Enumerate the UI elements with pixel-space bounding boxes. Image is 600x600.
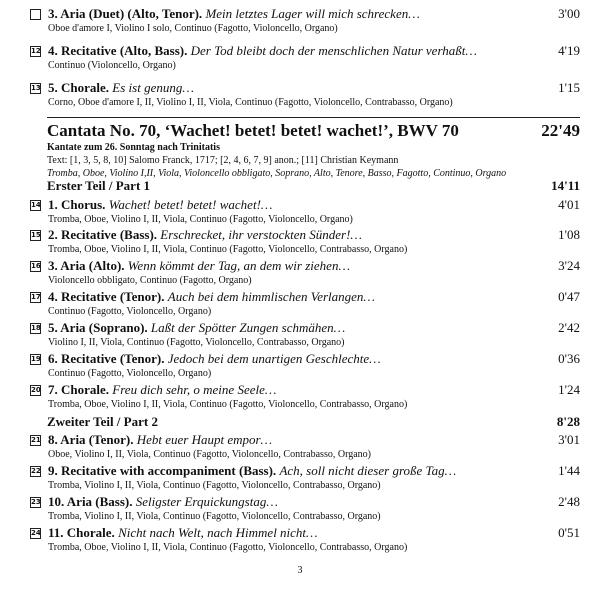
track-incipit: Wachet! betet! betet! wachet!… [108, 197, 273, 212]
section-divider [47, 117, 580, 118]
track-number-badge: 19 [31, 355, 41, 363]
track-duration: 1'15 [558, 80, 580, 95]
track-18[interactable] [30, 320, 580, 349]
track-instruments: Oboe, Violino I, II, Viola, Continuo (Fagotto, Violoncello, Contrabasso, Organo) [48, 449, 371, 460]
track-incipit: Seligster Erquickungstag… [135, 494, 278, 509]
track-title: 8. Aria (Tenor). [48, 432, 134, 447]
part-label: Zweiter Teil / Part 2 [47, 414, 158, 429]
track-17[interactable] [30, 289, 580, 318]
track-23[interactable] [30, 494, 580, 523]
track-instruments: Tromba, Violino I, II, Viola, Continuo (Fagotto, Violoncello, Contrabasso, Organo) [48, 511, 381, 522]
track-incipit: Freu dich sehr, o meine Seele… [112, 382, 277, 397]
track-title: 11. Chorale. [48, 525, 115, 540]
track-title: 2. Recitative (Bass). [48, 227, 158, 242]
track-instruments: Tromba, Oboe, Violino I, II, Viola, Continuo (Fagotto, Violoncello, Contrabasso, Organo) [48, 542, 408, 553]
track-incipit: Nicht nach Welt, nach Himmel nicht… [118, 525, 318, 540]
track-title: 1. Chorus. [48, 197, 106, 212]
track-number-badge: 23 [31, 498, 41, 506]
track-title: 4. Recitative (Tenor). [48, 289, 165, 304]
track-incipit: Erschrecket, ihr verstockten Sünder!… [160, 227, 362, 242]
track-15[interactable] [30, 227, 580, 256]
track-19[interactable] [30, 351, 580, 380]
track-22[interactable] [30, 463, 580, 492]
track-instruments: Continuo (Fagotto, Violoncello, Organo) [48, 306, 212, 317]
track-title: 7. Chorale. [48, 382, 110, 397]
track-11[interactable] [30, 6, 580, 35]
track-instruments: Oboe d'amore I, Violino I solo, Continuo (Fagotto, Violoncello, Organo) [48, 23, 338, 34]
track-21[interactable] [30, 432, 580, 461]
track-instruments: Corno, Oboe d'amore I, II, Violino I, II, Viola, Continuo (Fagotto, Violoncello, Contrabasso, Organo) [48, 97, 453, 108]
track-instruments: Tromba, Violino I, II, Viola, Continuo (Fagotto, Violoncello, Contrabasso, Organo) [48, 480, 381, 491]
track-incipit: Es ist genung… [112, 80, 194, 95]
track-number-badge: 24 [31, 529, 41, 537]
track-title: 6. Recitative (Tenor). [48, 351, 165, 366]
track-title: 5. Chorale. [48, 80, 110, 95]
track-duration: 3'01 [558, 432, 580, 447]
text-credit: Text: [1, 3, 5, 8, 10] Salomo Franck, 1717; [2, 4, 6, 7, 9] anon.; [11] Christian Keymann [47, 155, 399, 166]
track-duration: 3'00 [558, 6, 580, 21]
cantata-title: Cantata No. 70, ‘Wachet! betet! betet! wachet!’, BWV 70 [47, 121, 459, 140]
track-12[interactable] [30, 43, 580, 72]
track-instruments: Continuo (Violoncello, Organo) [48, 60, 176, 71]
track-number-badge: 22 [31, 467, 41, 475]
track-number-badge [30, 9, 41, 20]
track-title: 4. Recitative (Alto, Bass). [48, 43, 188, 58]
track-number-badge: 17 [31, 293, 41, 301]
track-number-badge: 18 [31, 324, 41, 332]
track-duration: 1'08 [558, 227, 580, 242]
track-instruments: Tromba, Oboe, Violino I, II, Viola, Continuo (Fagotto, Violoncello, Contrabasso, Organo) [48, 399, 408, 410]
track-number-badge: 21 [31, 436, 41, 444]
track-instruments: Tromba, Oboe, Violino I, II, Viola, Continuo (Fagotto, Violoncello, Contrabasso, Organo) [48, 244, 408, 255]
track-incipit: Auch bei dem himmlischen Verlangen… [167, 289, 375, 304]
track-title: 3. Aria (Duet) (Alto, Tenor). [48, 6, 203, 21]
track-number-badge: 15 [31, 231, 41, 239]
cantata-subtitle: Kantate zum 26. Sonntag nach Trinitatis [47, 142, 220, 153]
track-duration: 4'19 [558, 43, 580, 58]
track-16[interactable] [30, 258, 580, 287]
part-2-heading [47, 414, 580, 430]
track-duration: 0'36 [558, 351, 580, 366]
track-duration: 2'48 [558, 494, 580, 509]
part-label: Erster Teil / Part 1 [47, 178, 151, 193]
track-number-badge: 13 [31, 84, 41, 92]
track-incipit: Jedoch bei dem unartigen Geschlechte… [167, 351, 381, 366]
track-incipit: Wenn kömmt der Tag, an dem wir ziehen… [127, 258, 350, 273]
part-time: 8'28 [556, 414, 580, 429]
track-duration: 2'42 [558, 320, 580, 335]
track-number-badge: 16 [31, 262, 41, 270]
track-instruments: Violoncello obbligato, Continuo (Fagotto, Organo) [48, 275, 252, 286]
track-duration: 1'44 [558, 463, 580, 478]
track-instruments: Continuo (Fagotto, Violoncello, Organo) [48, 368, 212, 379]
track-13[interactable] [30, 80, 580, 109]
track-duration: 1'24 [558, 382, 580, 397]
cantata-header [47, 121, 580, 180]
cantata-total-time: 22'49 [541, 121, 580, 140]
track-duration: 3'24 [558, 258, 580, 273]
page-number: 3 [297, 565, 303, 576]
cantata-scoring: Tromba, Oboe, Violino I,II, Viola, Violoncello obbligato, Soprano, Alto, Tenore, Basso, Fagotto, Continuo, Organo [47, 168, 507, 179]
part-time: 14'11 [551, 178, 580, 193]
part-1-heading [47, 178, 580, 194]
track-incipit: Ach, soll nicht dieser große Tag… [279, 463, 457, 478]
track-number-badge: 20 [31, 386, 41, 394]
track-instruments: Tromba, Oboe, Violino I, II, Viola, Continuo (Fagotto, Violoncello, Organo) [48, 214, 353, 225]
track-20[interactable] [30, 382, 580, 411]
track-14[interactable] [30, 197, 580, 226]
track-title: 10. Aria (Bass). [48, 494, 133, 509]
track-duration: 4'01 [558, 197, 580, 212]
track-incipit: Laßt der Spötter Zungen schmähen… [150, 320, 346, 335]
track-title: 5. Aria (Soprano). [48, 320, 148, 335]
track-duration: 0'47 [558, 289, 580, 304]
track-title: 9. Recitative with accompaniment (Bass). [48, 463, 277, 478]
track-24[interactable] [30, 525, 580, 554]
track-incipit: Mein letztes Lager will mich schrecken… [205, 6, 420, 21]
track-title: 3. Aria (Alto). [48, 258, 125, 273]
track-number-badge: 12 [31, 47, 41, 55]
track-instruments: Violino I, II, Viola, Continuo (Fagotto, Violoncello, Contrabasso, Organo) [48, 337, 345, 348]
track-incipit: Hebt euer Haupt empor… [136, 432, 273, 447]
track-number-badge: 14 [31, 201, 41, 209]
track-incipit: Der Tod bleibt doch der menschlichen Natur verhaßt… [190, 43, 477, 58]
track-duration: 0'51 [558, 525, 580, 540]
